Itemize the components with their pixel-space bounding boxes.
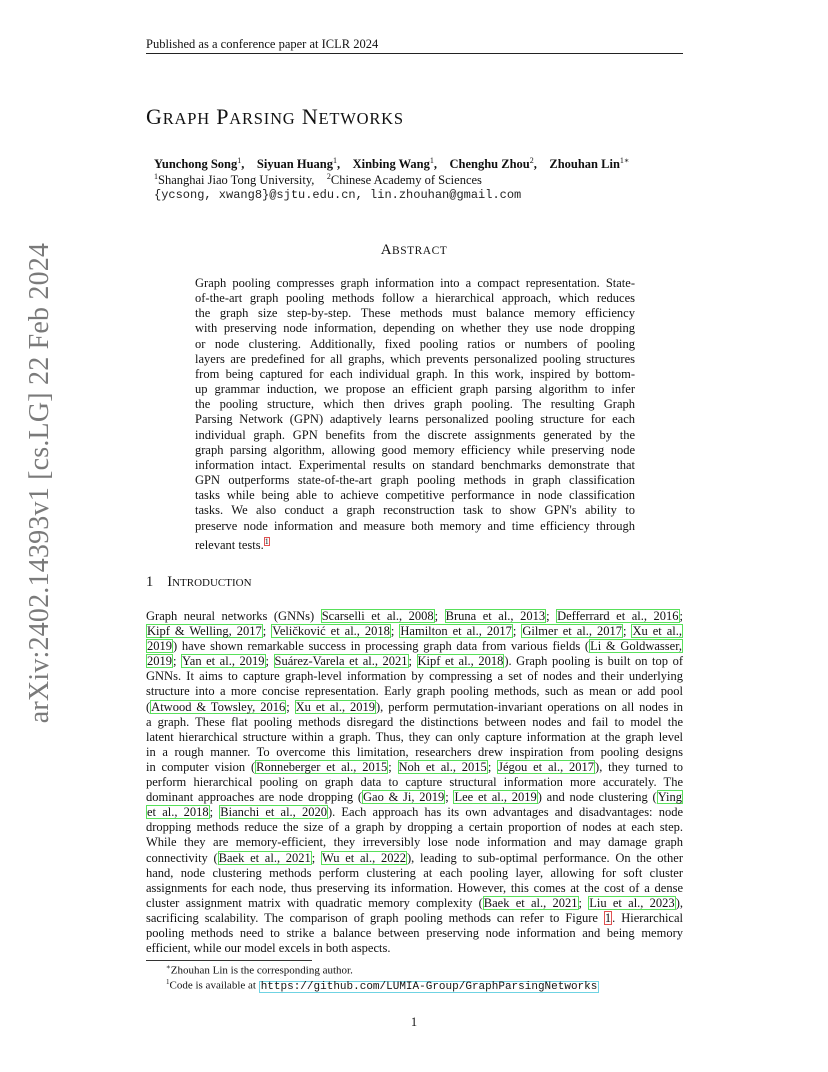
text-run: ), they turned to	[595, 759, 683, 774]
figure-reference-link[interactable]: 1	[604, 910, 612, 925]
text-run: pooling methods need to strike a balance between preserving node information and being memory	[146, 925, 683, 940]
text-run: ). Graph pooling is built on top of	[504, 654, 683, 669]
author-list: Yunchong Song$^1$, Siyuan Huang$^1$, Xinbing Wang$^1$, Chenghu Zhou$^2$, Zhouhan Lin$^{1∗}$	[154, 156, 630, 172]
citation-link[interactable]: Kipf & Welling, 2017	[147, 624, 262, 639]
arxiv-identifier: arXiv:2402.14393v1 [cs.LG] 22 Feb 2024	[24, 242, 55, 723]
intro-line	[146, 609, 683, 624]
paper-title: GRAPH PARSING NETWORKS	[146, 104, 404, 129]
intro-line	[146, 790, 683, 805]
abstract-line: Graph pooling compresses graph information into a compact representation. State-	[195, 276, 635, 290]
code-url-link[interactable]: https://github.com/LUMIA-Group/GraphParsingNetworks	[260, 980, 598, 993]
text-run: ;	[622, 624, 632, 639]
intro-line	[146, 700, 683, 715]
citation-link[interactable]: Kipf et al., 2018	[417, 654, 504, 669]
text-run: ;	[445, 790, 454, 805]
citation-link[interactable]: Noh et al., 2015	[398, 759, 487, 774]
abstract-line: up grammar induction, we propose an efficient graph parsing algorithm to infer	[195, 382, 635, 397]
text-run: . Hierarchical	[612, 910, 683, 925]
intro-line	[146, 926, 683, 941]
abstract-line: GPN outperforms state-of-the-art graph pooling methods in graph classification	[195, 473, 635, 488]
text-run: in a rough manner. To overcome this limitation, researchers drew inspiration from pooling designs	[146, 744, 683, 759]
citation-link[interactable]: 2019	[147, 654, 172, 669]
footnote-code: $^1$Code is available at https://github.com/LUMIA-Group/GraphParsingNetworks	[166, 978, 598, 993]
abstract-line: relevant tests.$^1$	[195, 536, 269, 552]
citation-link[interactable]: Li & Goldwasser,	[590, 639, 682, 654]
header-rule	[146, 53, 683, 54]
footnote-link[interactable]: 1	[264, 536, 269, 546]
author-name: Chenghu Zhou	[449, 157, 530, 172]
abstract-line: tasks while being able to achieve competitive performance in node classification	[195, 488, 635, 503]
abstract-line: preserve node information and measure both memory and time efficiency through	[195, 518, 635, 533]
text-run: ). Each approach has its own advantages and disadvantages: node	[327, 805, 683, 820]
text-run: perform hierarchical pooling on graph data to capture structural information more accurately. The	[146, 775, 683, 790]
text-run: ;	[262, 624, 272, 639]
author-name: Yunchong Song	[154, 157, 238, 172]
intro-line	[146, 805, 683, 820]
introduction-body	[146, 609, 683, 956]
abstract-line: tasks. We also conduct a graph reconstruction task to show GPN's ability to	[195, 503, 635, 518]
intro-line	[146, 881, 683, 896]
abstract-line: or node clustering. Additionally, fixed pooling ratios or numbers of pooling	[195, 336, 635, 351]
intro-line	[146, 730, 683, 745]
text-run: ;	[578, 895, 589, 910]
text-run: ;	[512, 624, 522, 639]
citation-link[interactable]: Ying	[657, 790, 682, 805]
author-name: Siyuan Huang	[256, 157, 333, 172]
text-run: Graph neural networks (GNNs)	[146, 609, 321, 623]
citation-link[interactable]: Ronneberger et al., 2015	[256, 759, 388, 774]
intro-line	[146, 911, 683, 926]
text-run: ;	[265, 654, 274, 669]
intro-line	[146, 941, 683, 956]
text-run: (	[146, 699, 151, 714]
text-run: ), leading to sub-optimal performance. On the other	[406, 850, 683, 865]
intro-line	[146, 684, 683, 699]
citation-link[interactable]: Atwood & Towsley, 2016	[151, 699, 286, 714]
arxiv-stamp	[22, 242, 58, 723]
page-number: 1	[410, 1015, 418, 1029]
text-run: hand, node clustering methods perform clustering at each pooling layer, allowing for soft cluster	[146, 865, 683, 880]
intro-line	[146, 745, 683, 760]
abstract-line: Parsing Network (GPN) adaptively learns personalized pooling structure for each	[195, 412, 635, 427]
citation-link[interactable]: Yan et al., 2019	[182, 654, 265, 669]
text-run: efficient, while our model excels in both aspects.	[146, 941, 391, 956]
abstract-line: the graph size step-by-step. These methods must balance memory efficiency	[195, 306, 635, 321]
citation-link[interactable]: Lee et al., 2019	[454, 790, 537, 805]
intro-line	[146, 835, 683, 850]
citation-link[interactable]: Baek et al., 2021	[218, 850, 311, 865]
text-run: ;	[487, 759, 498, 774]
citation-link[interactable]: et al., 2018	[147, 805, 209, 820]
text-run: assignments for each node, thus preserving its information. However, this comes at the cost of a dense	[146, 880, 683, 895]
abstract-body	[195, 276, 635, 553]
abstract-line: from being captured for each individual graph. In this work, inspired by bottom-	[195, 366, 635, 381]
intro-line	[146, 639, 683, 654]
citation-link[interactable]: Jégou et al., 2017	[498, 759, 595, 774]
footnote-rule	[146, 960, 312, 961]
intro-line	[146, 866, 683, 881]
text-run: ) and node clustering (	[537, 790, 657, 805]
text-run: ;	[546, 609, 557, 623]
text-run: ;	[434, 609, 445, 623]
intro-line	[146, 624, 683, 639]
intro-line	[146, 669, 683, 684]
text-run: ;	[390, 624, 400, 639]
citation-link[interactable]: Suárez-Varela et al., 2021	[274, 654, 408, 669]
text-run: cluster assignment matrix with quadratic memory complexity (	[146, 895, 483, 910]
text-run: connectivity (	[146, 850, 218, 865]
text-run: ) have shown remarkable success in processing graph data from various fields (	[173, 639, 590, 654]
running-header: Published as a conference paper at ICLR 2024	[146, 37, 379, 51]
intro-line	[146, 851, 683, 866]
citation-link[interactable]: Scarselli et al., 2008	[321, 609, 434, 623]
author-emails: {ycsong, xwang8}@sjtu.edu.cn, lin.zhouhan@gmail.com	[154, 188, 522, 202]
intro-line	[146, 760, 683, 775]
text-run: dropping methods reduce the size of a graph by dropping a certain proportion of nodes at each step.	[146, 820, 683, 835]
intro-line	[146, 896, 683, 911]
abstract-line: layers are predefined for all graphs, which prevents personalized pooling structures	[195, 351, 635, 366]
citation-link[interactable]: Bruna et al., 2013	[445, 609, 546, 623]
abstract-line: graph parsing algorithm, allowing good memory efficiency while preserving node	[195, 442, 635, 457]
citation-link[interactable]: Gao & Ji, 2019	[363, 790, 445, 805]
citation-link[interactable]: 2019	[147, 639, 172, 654]
text-run: latent hierarchical structure within a graph. Thus, they can only capture information at the graph level	[146, 729, 683, 744]
text-run: ;	[311, 850, 321, 865]
abstract-line: individual graph. GPN benefits from the discrete assignments generated by the	[195, 427, 635, 442]
text-run: While they are memory-efficient, they irreversibly lose node information and may damage graph	[146, 835, 683, 850]
citation-link[interactable]: Gilmer et al., 2017	[522, 624, 622, 639]
abstract-line: of-the-art graph pooling methods follow a hierarchical approach, which reduces	[195, 291, 635, 306]
author-name: Xinbing Wang	[352, 157, 430, 172]
intro-line	[146, 775, 683, 790]
intro-line	[146, 820, 683, 835]
text-run: ;	[286, 699, 295, 714]
text-run: ;	[173, 654, 182, 669]
citation-link[interactable]: Xu et al., 2019	[295, 699, 375, 714]
citation-link[interactable]: Xu et al.,	[632, 624, 682, 639]
text-run: ;	[679, 609, 683, 623]
text-run: ;	[209, 805, 220, 820]
affiliations: $^1$Shanghai Jiao Tong University, $^2$Chinese Academy of Sciences	[154, 172, 482, 188]
text-run: ;	[388, 759, 398, 774]
citation-link[interactable]: Bianchi et al., 2020	[220, 805, 327, 820]
citation-link[interactable]: Veličković et al., 2018	[272, 624, 390, 639]
text-run: structure into a more concise representation. Early graph pooling methods, such as mean or add pool	[146, 684, 683, 699]
citation-link[interactable]: Defferrard et al., 2016	[557, 609, 679, 623]
text-run: in computer vision (	[146, 759, 256, 774]
text-run: sacrificing scalability. The comparison of graph pooling methods can refer to Figure	[146, 910, 604, 925]
text-run: dominant approaches are node dropping (	[146, 790, 363, 805]
section-heading: 1 INTRODUCTION	[146, 574, 252, 590]
citation-link[interactable]: Baek et al., 2021	[483, 895, 578, 910]
citation-link[interactable]: Liu et al., 2023	[589, 895, 675, 910]
abstract-line: information intact. Experimental results on standard benchmarks demonstrate that	[195, 457, 635, 472]
author-name: Zhouhan Lin	[549, 157, 620, 172]
footnote-corresponding-author: ∗Zhouhan Lin is the corresponding author.	[166, 963, 353, 977]
abstract-line: the pooling structure, which then drives graph pooling. The resulting Graph	[195, 397, 635, 412]
text-run: a graph. These flat pooling methods disregard the distinctions between nodes and fail to model the	[146, 714, 683, 729]
text-run: ;	[408, 654, 417, 669]
text-run: ),	[675, 895, 683, 910]
citation-link[interactable]: Wu et al., 2022	[321, 850, 406, 865]
intro-line	[146, 654, 683, 669]
citation-link[interactable]: Hamilton et al., 2017	[400, 624, 512, 639]
intro-line	[146, 715, 683, 730]
abstract-heading: ABSTRACT	[380, 242, 448, 258]
text-run: ), perform permutation-invariant operations on all nodes in	[376, 699, 683, 714]
abstract-line: with preserving node information, depending on whether they use node dropping	[195, 321, 635, 336]
text-run: GNNs. It aims to capture graph-level information by compressing a set of nodes and their underlying	[146, 669, 683, 684]
